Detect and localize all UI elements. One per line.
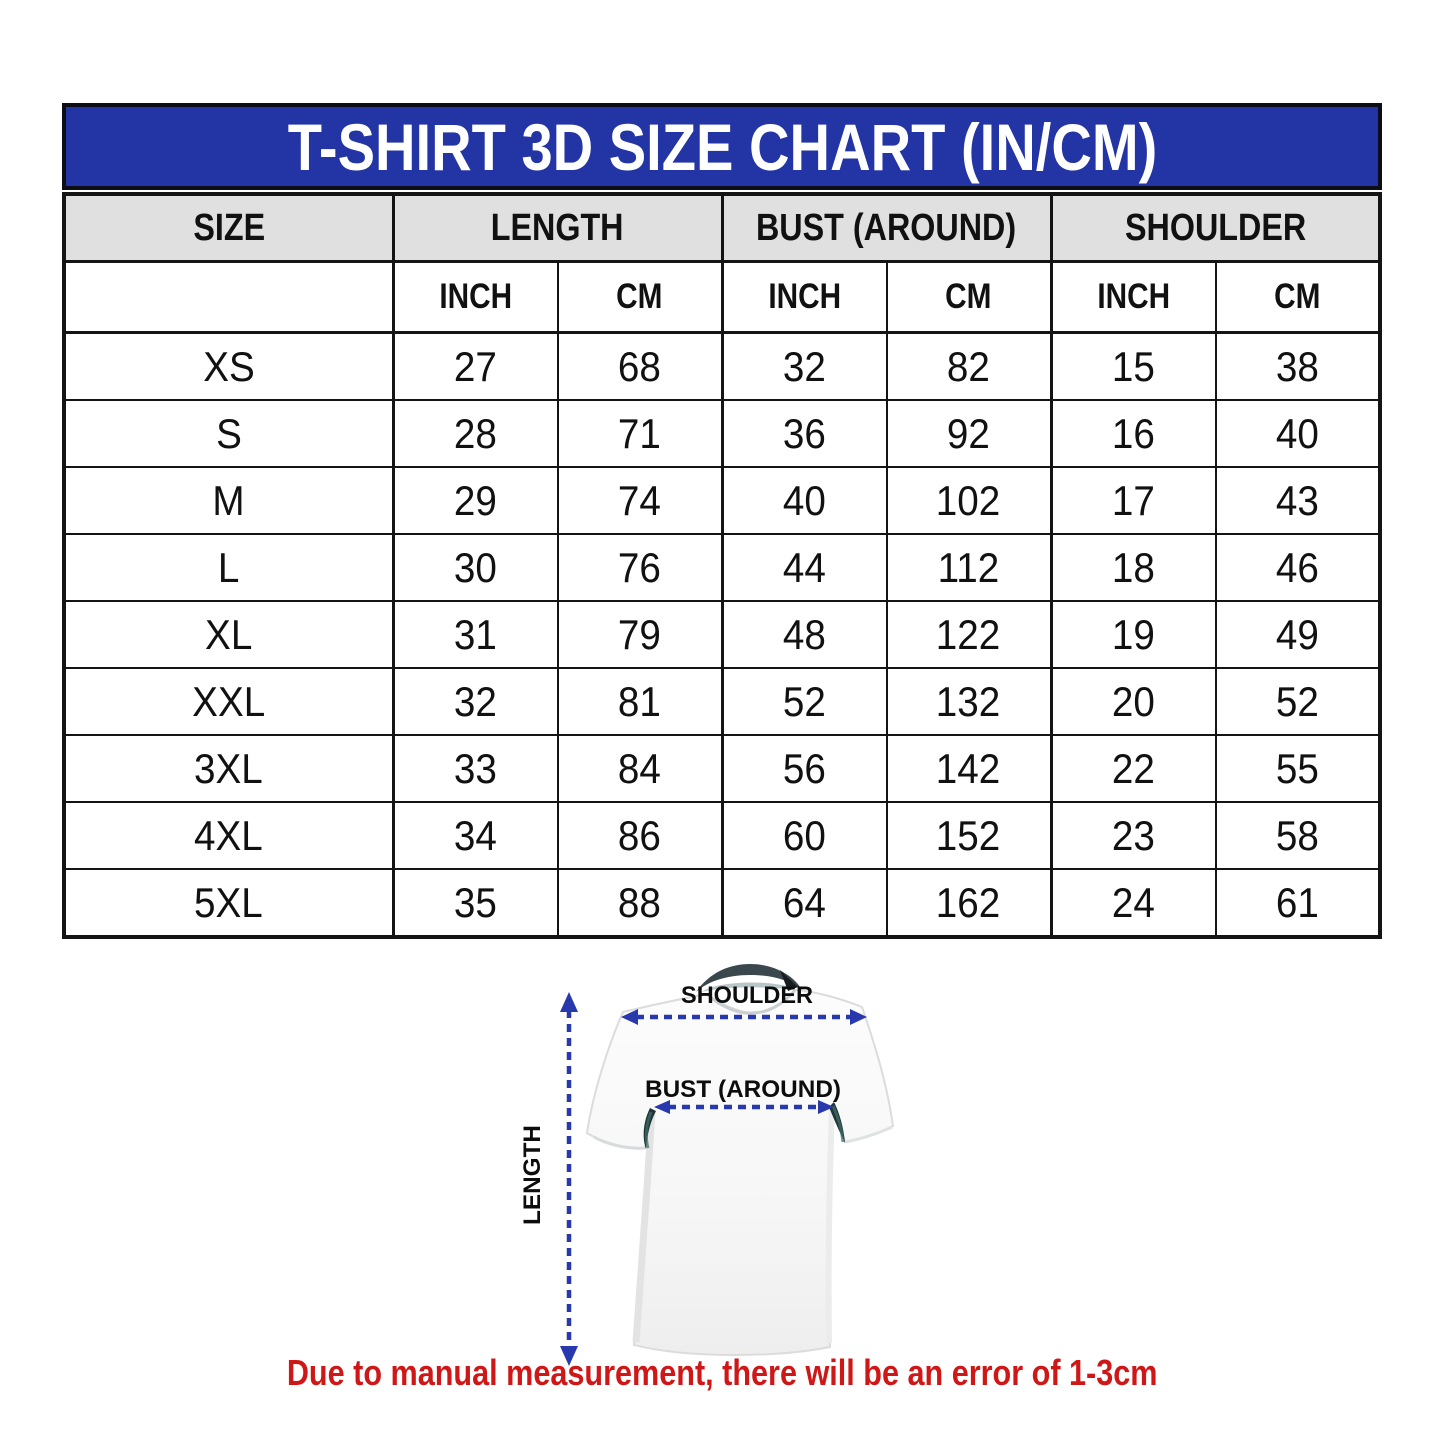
unit-header-shoulder-inch: INCH [1051, 262, 1216, 333]
cell: 79 [558, 601, 723, 668]
unit-header-bust-inch: INCH [722, 262, 887, 333]
table-row-xl [64, 601, 1380, 668]
cell: 86 [558, 802, 723, 869]
chart-title: T-SHIRT 3D SIZE CHART (IN/CM) [287, 109, 1157, 184]
cell: 88 [558, 869, 723, 937]
size-cell: S [64, 400, 393, 467]
size-cell: XS [64, 333, 393, 401]
size-cell: 5XL [64, 869, 393, 937]
cell: 61 [1216, 869, 1381, 937]
cell: 102 [887, 467, 1052, 534]
cell: 30 [393, 534, 558, 601]
unit-header-length-cm: CM [558, 262, 723, 333]
size-cell: M [64, 467, 393, 534]
cell: 52 [1216, 668, 1381, 735]
cell: 56 [722, 735, 887, 802]
cell: 74 [558, 467, 723, 534]
cell: 152 [887, 802, 1052, 869]
cell: 76 [558, 534, 723, 601]
cell: 60 [722, 802, 887, 869]
cell: 92 [887, 400, 1052, 467]
unit-header-empty [64, 262, 393, 333]
cell: 38 [1216, 333, 1381, 401]
cell: 34 [393, 802, 558, 869]
cell: 46 [1216, 534, 1381, 601]
shoulder-label: SHOULDER [681, 982, 813, 1009]
table-row-s [64, 400, 1380, 467]
cell: 31 [393, 601, 558, 668]
col-header-bust: BUST (AROUND) [722, 194, 1051, 262]
table-row-3xl [64, 735, 1380, 802]
group-header-row [64, 194, 1380, 262]
size-cell: XL [64, 601, 393, 668]
unit-header-bust-cm: CM [887, 262, 1052, 333]
col-header-length: LENGTH [393, 194, 722, 262]
cell: 18 [1051, 534, 1216, 601]
size-cell: L [64, 534, 393, 601]
tshirt-measurement-diagram [500, 950, 960, 1375]
table-row-m [64, 467, 1380, 534]
cell: 43 [1216, 467, 1381, 534]
cell: 24 [1051, 869, 1216, 937]
cell: 17 [1051, 467, 1216, 534]
cell: 28 [393, 400, 558, 467]
cell: 122 [887, 601, 1052, 668]
cell: 23 [1051, 802, 1216, 869]
cell: 27 [393, 333, 558, 401]
cell: 36 [722, 400, 887, 467]
cell: 52 [722, 668, 887, 735]
col-header-shoulder: SHOULDER [1051, 194, 1380, 262]
cell: 84 [558, 735, 723, 802]
table-row-xxl [64, 668, 1380, 735]
length-label: LENGTH [519, 1126, 546, 1225]
cell: 71 [558, 400, 723, 467]
tshirt-body [587, 990, 893, 1355]
cell: 33 [393, 735, 558, 802]
cell: 162 [887, 869, 1052, 937]
bust-label: BUST (AROUND) [645, 1076, 841, 1103]
cell: 19 [1051, 601, 1216, 668]
table-row-l [64, 534, 1380, 601]
chart-title-banner [62, 103, 1382, 190]
cell: 40 [1216, 400, 1381, 467]
cell: 142 [887, 735, 1052, 802]
cell: 58 [1216, 802, 1381, 869]
cell: 22 [1051, 735, 1216, 802]
cell: 49 [1216, 601, 1381, 668]
cell: 132 [887, 668, 1052, 735]
cell: 81 [558, 668, 723, 735]
cell: 44 [722, 534, 887, 601]
size-cell: 4XL [64, 802, 393, 869]
cell: 64 [722, 869, 887, 937]
cell: 48 [722, 601, 887, 668]
length-arrow [560, 992, 578, 1366]
disclaimer-text: Due to manual measurement, there will be an error of 1-3cm [287, 1352, 1158, 1393]
cell: 32 [393, 668, 558, 735]
table-row-xs [64, 333, 1380, 401]
col-header-size: SIZE [64, 194, 393, 262]
cell: 82 [887, 333, 1052, 401]
size-chart-table [62, 192, 1382, 939]
cell: 29 [393, 467, 558, 534]
cell: 40 [722, 467, 887, 534]
table-row-4xl [64, 802, 1380, 869]
tshirt-shading-right [829, 1108, 832, 1343]
cell: 55 [1216, 735, 1381, 802]
cell: 112 [887, 534, 1052, 601]
cell: 16 [1051, 400, 1216, 467]
cell: 15 [1051, 333, 1216, 401]
size-cell: XXL [64, 668, 393, 735]
cell: 32 [722, 333, 887, 401]
unit-header-length-inch: INCH [393, 262, 558, 333]
unit-header-shoulder-cm: CM [1216, 262, 1381, 333]
cell: 20 [1051, 668, 1216, 735]
cell: 68 [558, 333, 723, 401]
measurement-disclaimer [0, 1352, 1445, 1394]
unit-header-row [64, 262, 1380, 333]
table-row-5xl [64, 869, 1380, 937]
cell: 35 [393, 869, 558, 937]
size-cell: 3XL [64, 735, 393, 802]
